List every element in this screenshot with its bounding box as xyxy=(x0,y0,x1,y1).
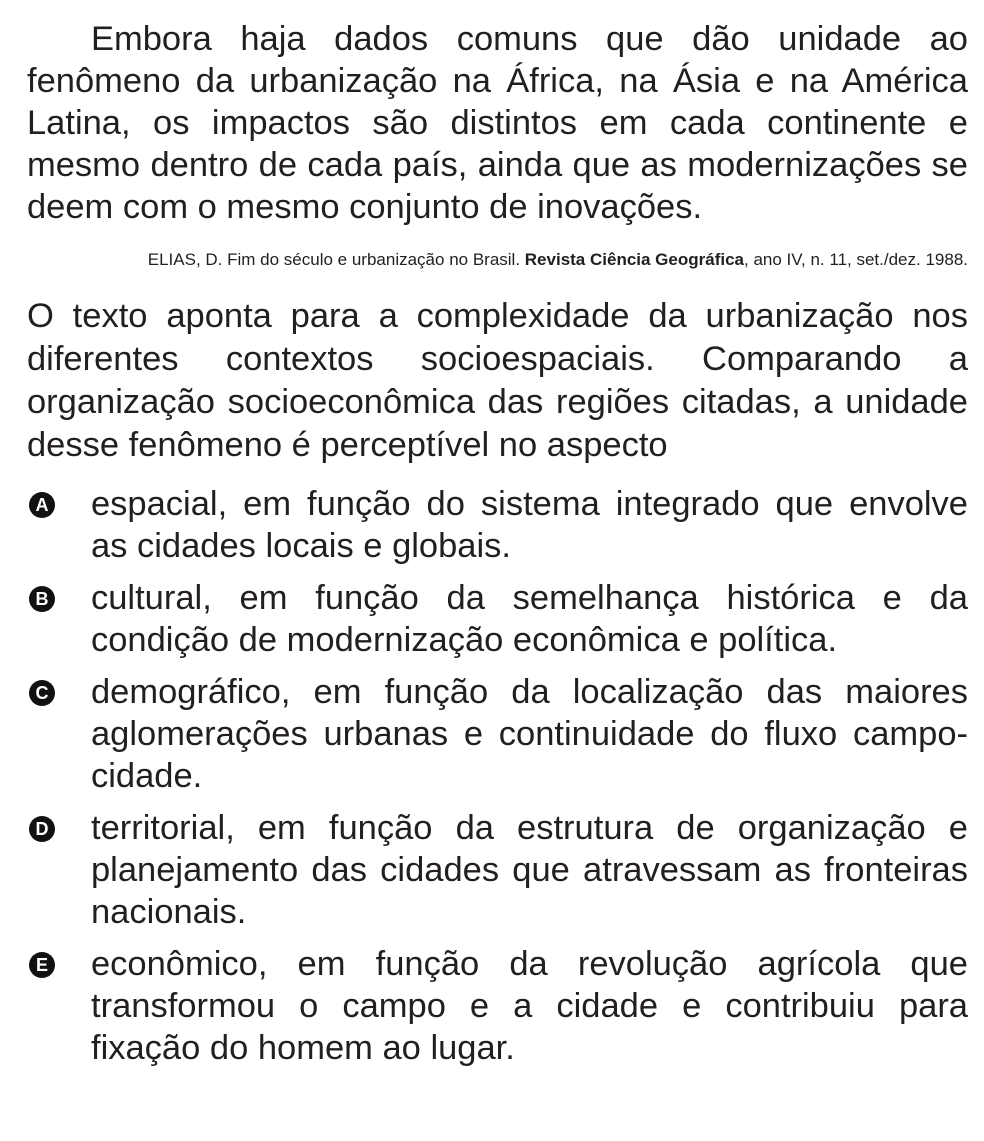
passage-text: Embora haja dados comuns que dão unidade ao fenômeno da urbanização na África, na Ásia e na América Latina, os impactos são distintos em cada continente e mesmo dentro de cada país, ainda que as modernizações se deem com o mesmo conjunto de inovações. xyxy=(27,20,968,226)
option-text: demográfico, em função da localização das maiores aglomerações urbanas e continuidade do fluxo campo-cidade. xyxy=(91,673,968,795)
option-letter-badge: D xyxy=(29,816,55,842)
citation-author-title: ELIAS, D. Fim do século e urbanização no Brasil. xyxy=(147,250,525,269)
option-e[interactable] xyxy=(27,943,968,1069)
citation xyxy=(27,246,968,273)
question-stem: O texto aponta para a complexidade da urbanização nos diferentes contextos socioespaciais. Comparando a organização socioeconômica das regiões citadas, a unidade desse fenômeno é perceptível no aspecto xyxy=(27,297,968,464)
answer-options xyxy=(27,483,968,1069)
option-letter-badge: B xyxy=(29,586,55,612)
option-letter-badge: A xyxy=(29,492,55,518)
option-b[interactable] xyxy=(27,577,968,661)
option-letter-badge: C xyxy=(29,680,55,706)
option-text: espacial, em função do sistema integrado que envolve as cidades locais e globais. xyxy=(91,485,968,565)
citation-details: , ano IV, n. 11, set./dez. 1988. xyxy=(744,250,968,269)
option-text: territorial, em função da estrutura de organização e planejamento das cidades que atravessam as fronteiras nacionais. xyxy=(91,809,968,931)
option-a[interactable] xyxy=(27,483,968,567)
option-text: econômico, em função da revolução agrícola que transformou o campo e a cidade e contribuiu para fixação do homem ao lugar. xyxy=(91,945,968,1067)
option-letter-badge: E xyxy=(29,952,55,978)
option-text: cultural, em função da semelhança histórica e da condição de modernização econômica e política. xyxy=(91,579,968,659)
option-d[interactable] xyxy=(27,807,968,933)
citation-journal: Revista Ciência Geográfica xyxy=(524,250,744,269)
option-c[interactable] xyxy=(27,671,968,797)
